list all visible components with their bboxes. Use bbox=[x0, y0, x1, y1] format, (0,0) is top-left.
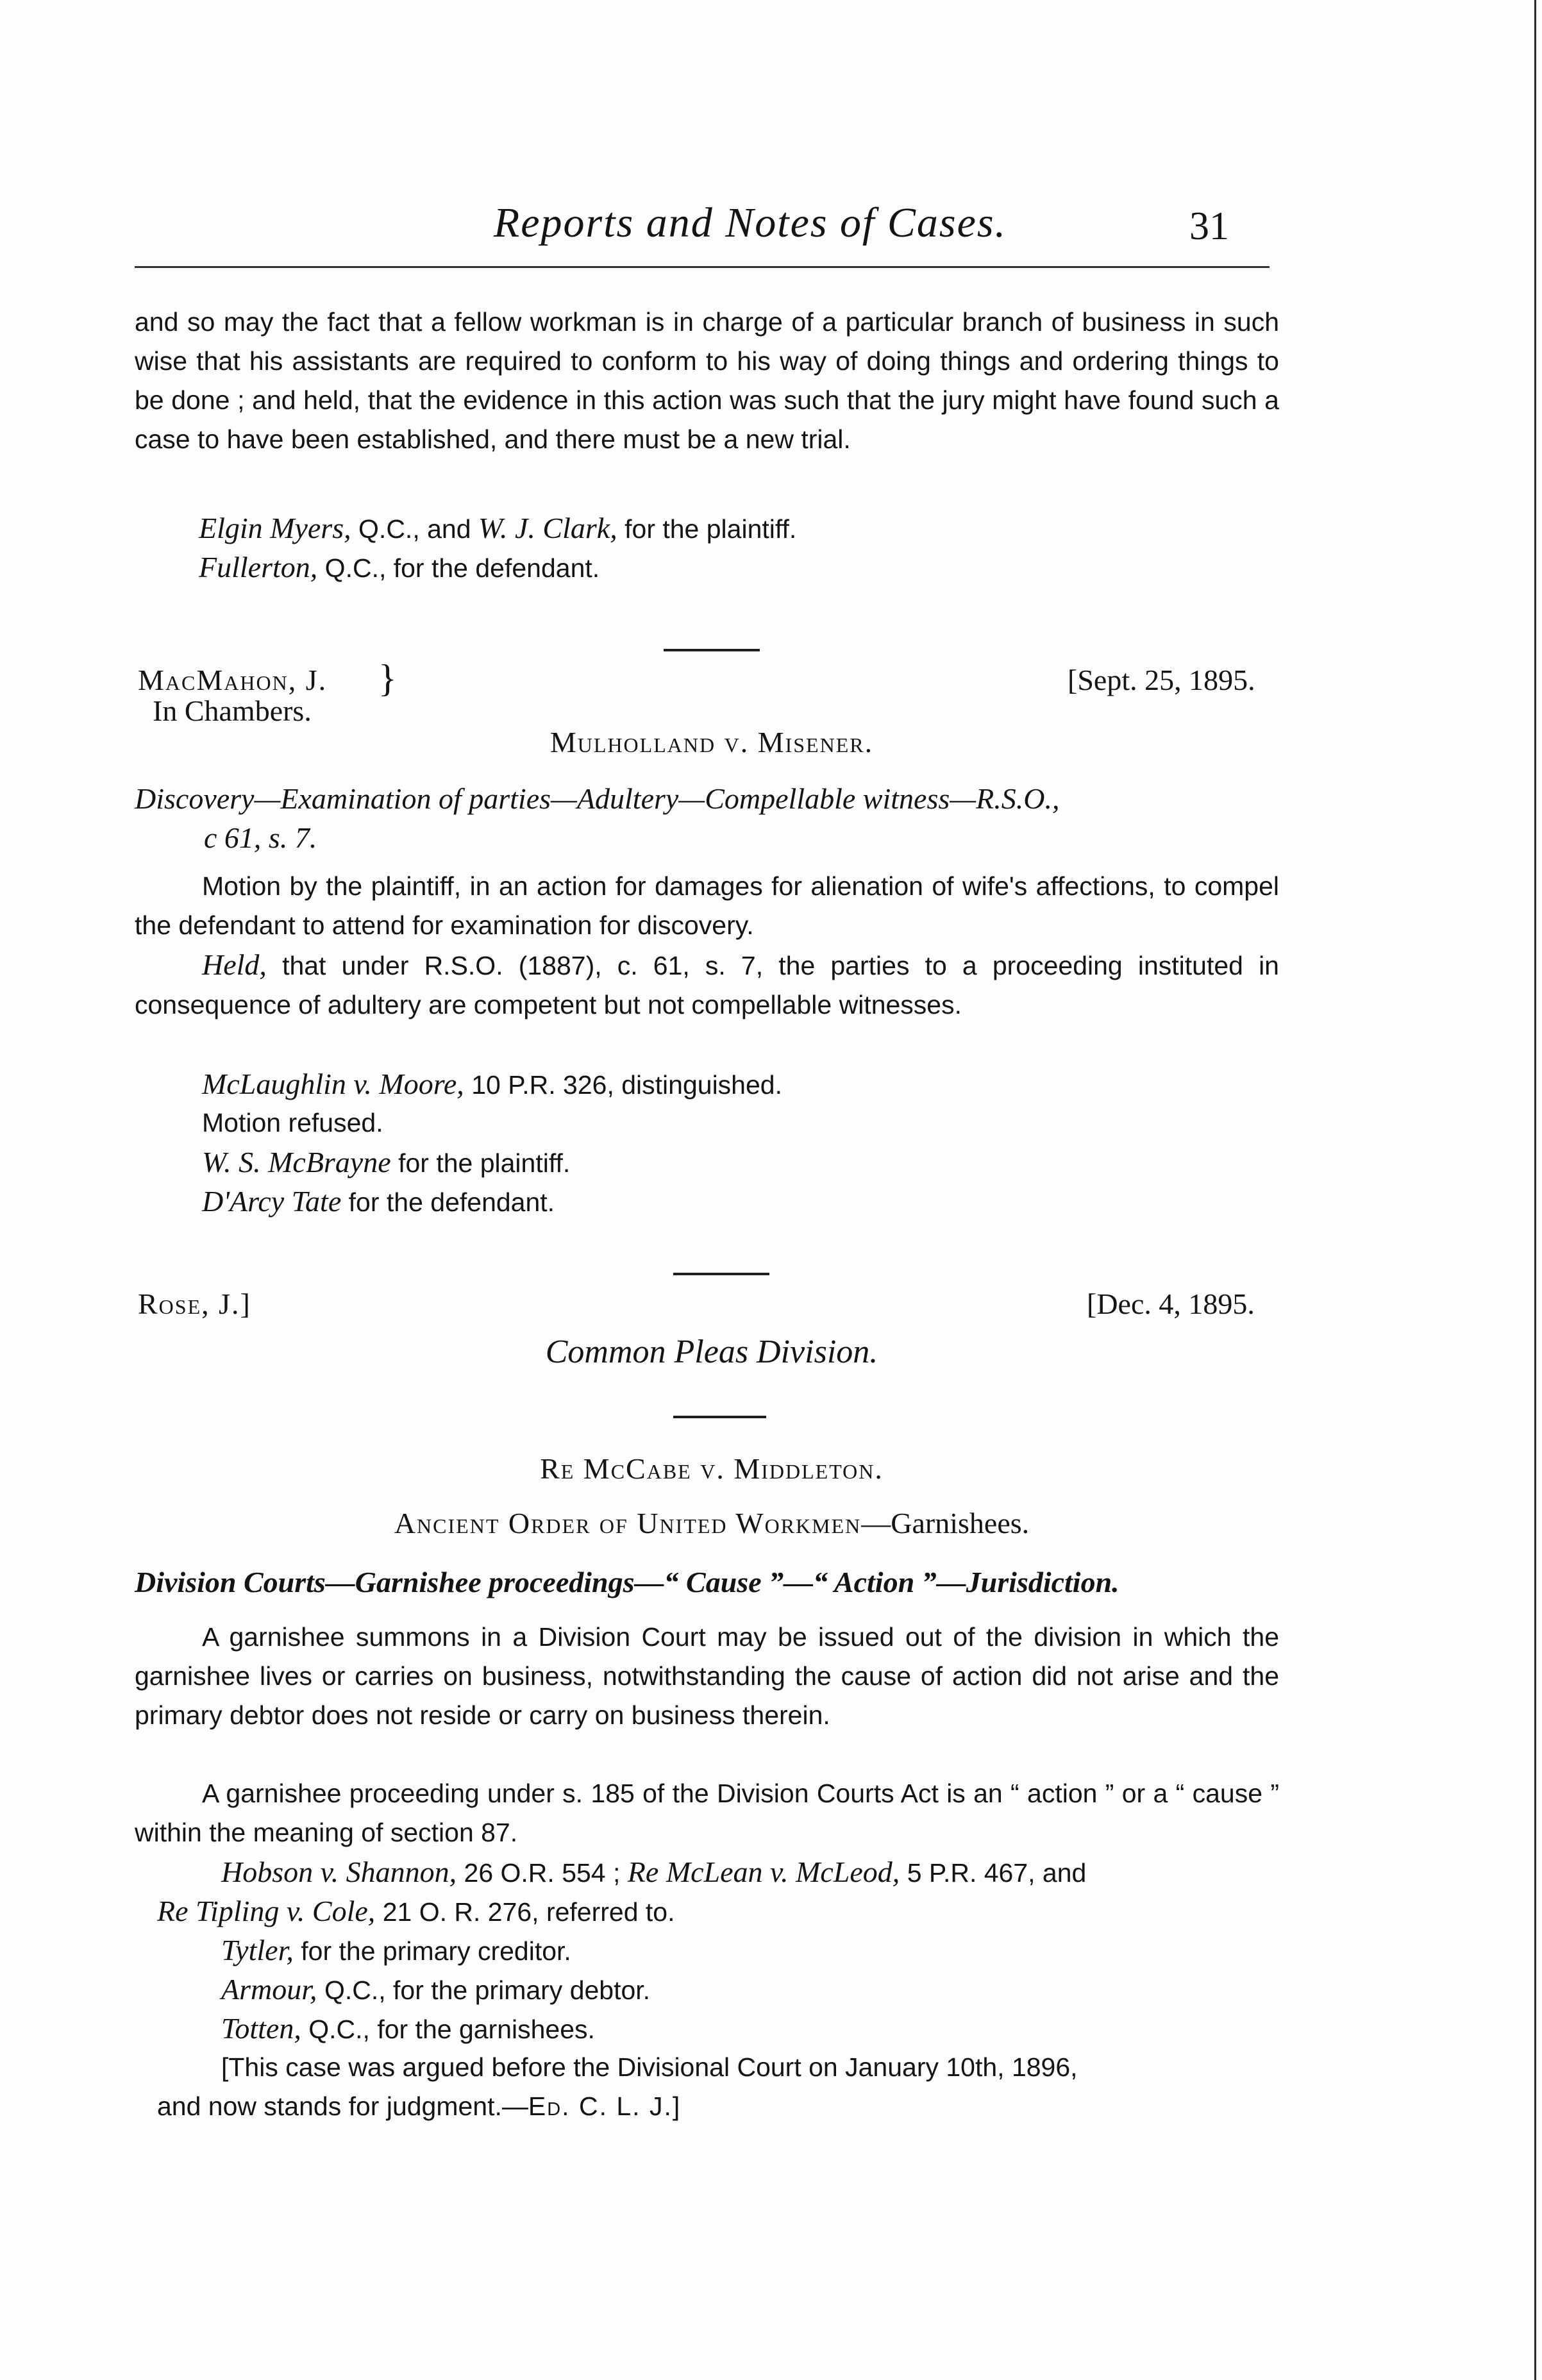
case1-headnote-2: c 61, s. 7. bbox=[204, 821, 317, 854]
case1-plaintiff-counsel: W. S. McBrayne for the plaintiff. bbox=[202, 1146, 571, 1178]
section-rule bbox=[664, 649, 760, 651]
section-rule-3 bbox=[673, 1416, 766, 1418]
case1-held: Held, that under R.S.O. (1887), c. 61, s. 7, the parties to a proceeding instituted in consequence of adultery are competent but not compellable witnesses. bbox=[135, 948, 1279, 1019]
case1-brace: } bbox=[378, 657, 397, 700]
case2-counsel-debtor: Armour, Q.C., for the primary debtor. bbox=[221, 1973, 651, 2006]
case2-judge: Rose, J.] bbox=[138, 1287, 251, 1320]
case1-judge: MacMahon, J. bbox=[138, 664, 328, 696]
case2-counsel-creditor: Tytler, for the primary creditor. bbox=[221, 1934, 571, 1966]
case1-motion: Motion by the plaintiff, in an action for damages for alienation of wife's affections, to compel the defendant to attend for examination for discovery. bbox=[135, 871, 1279, 940]
case2-division: Common Pleas Division. bbox=[545, 1334, 878, 1370]
case2-headnote: Division Courts—Garnishee proceedings—“ Cause ”—“ Action ”—Jurisdiction. bbox=[135, 1566, 1119, 1598]
case2-note-line-2: and now stands for judgment.—Ed. C. L. J.] bbox=[157, 2091, 682, 2121]
case2-subtitle: Ancient Order of United Workmen—Garnishees. bbox=[394, 1507, 1030, 1539]
running-head-title: Reports and Notes of Cases. bbox=[493, 199, 1007, 246]
case2-para1: A garnishee summons in a Division Court may be issued out of the division in which the garnishee lives or carries on business, notwithstanding the cause of action did not arise and the primary debtor does not reside or carry on business therein. bbox=[135, 1622, 1279, 1730]
prev-case-paragraph: and so may the fact that a fellow workman is in charge of a particular branch of business in such wise that his assistants are required to conform to his way of doing things and ordering things to be done ; and held, that the evidence in this action was such that the jury might have found such a case to have been established, and there must be a new trial. bbox=[135, 307, 1279, 454]
case1-result: Motion refused. bbox=[202, 1108, 383, 1137]
case2-counsel-garnishees: Totten, Q.C., for the garnishees. bbox=[221, 2012, 595, 2045]
case1-title: Mulholland v. Misener. bbox=[549, 726, 874, 758]
case2-citations-1: Hobson v. Shannon, 26 O.R. 554 ; Re McLean v. McLeod, 5 P.R. 467, and bbox=[221, 1856, 1087, 1888]
header-rule bbox=[135, 266, 1270, 268]
case1-chambers: In Chambers. bbox=[153, 694, 312, 727]
case2-citations-2: Re Tipling v. Cole, 21 O. R. 276, referred to. bbox=[157, 1895, 675, 1927]
case2-para2: A garnishee proceeding under s. 185 of the Division Courts Act is an “ action ” or a “ cause ” within the meaning of section 87. bbox=[135, 1779, 1279, 1847]
case1-headnote-1: Discovery—Examination of parties—Adultery—Compellable witness—R.S.O., bbox=[135, 782, 1060, 815]
case2-date: [Dec. 4, 1895. bbox=[1087, 1287, 1255, 1320]
case1-citation: McLaughlin v. Moore, 10 P.R. 326, distinguished. bbox=[202, 1068, 782, 1100]
case1-date: [Sept. 25, 1895. bbox=[1068, 664, 1255, 696]
case1-defendant-counsel: D'Arcy Tate for the defendant. bbox=[202, 1185, 555, 1218]
prev-case-plaintiff-counsel: Elgin Myers, Q.C., and W. J. Clark, for the plaintiff. bbox=[199, 512, 797, 544]
section-rule-2 bbox=[673, 1273, 769, 1275]
page-number: 31 bbox=[1189, 205, 1229, 248]
case2-title: Re McCabe v. Middleton. bbox=[540, 1452, 884, 1485]
case2-note-line-1: [This case was argued before the Divisional Court on January 10th, 1896, bbox=[221, 2052, 1078, 2082]
prev-case-defendant-counsel: Fullerton, Q.C., for the defendant. bbox=[199, 551, 600, 583]
page-edge bbox=[1534, 0, 1536, 2380]
